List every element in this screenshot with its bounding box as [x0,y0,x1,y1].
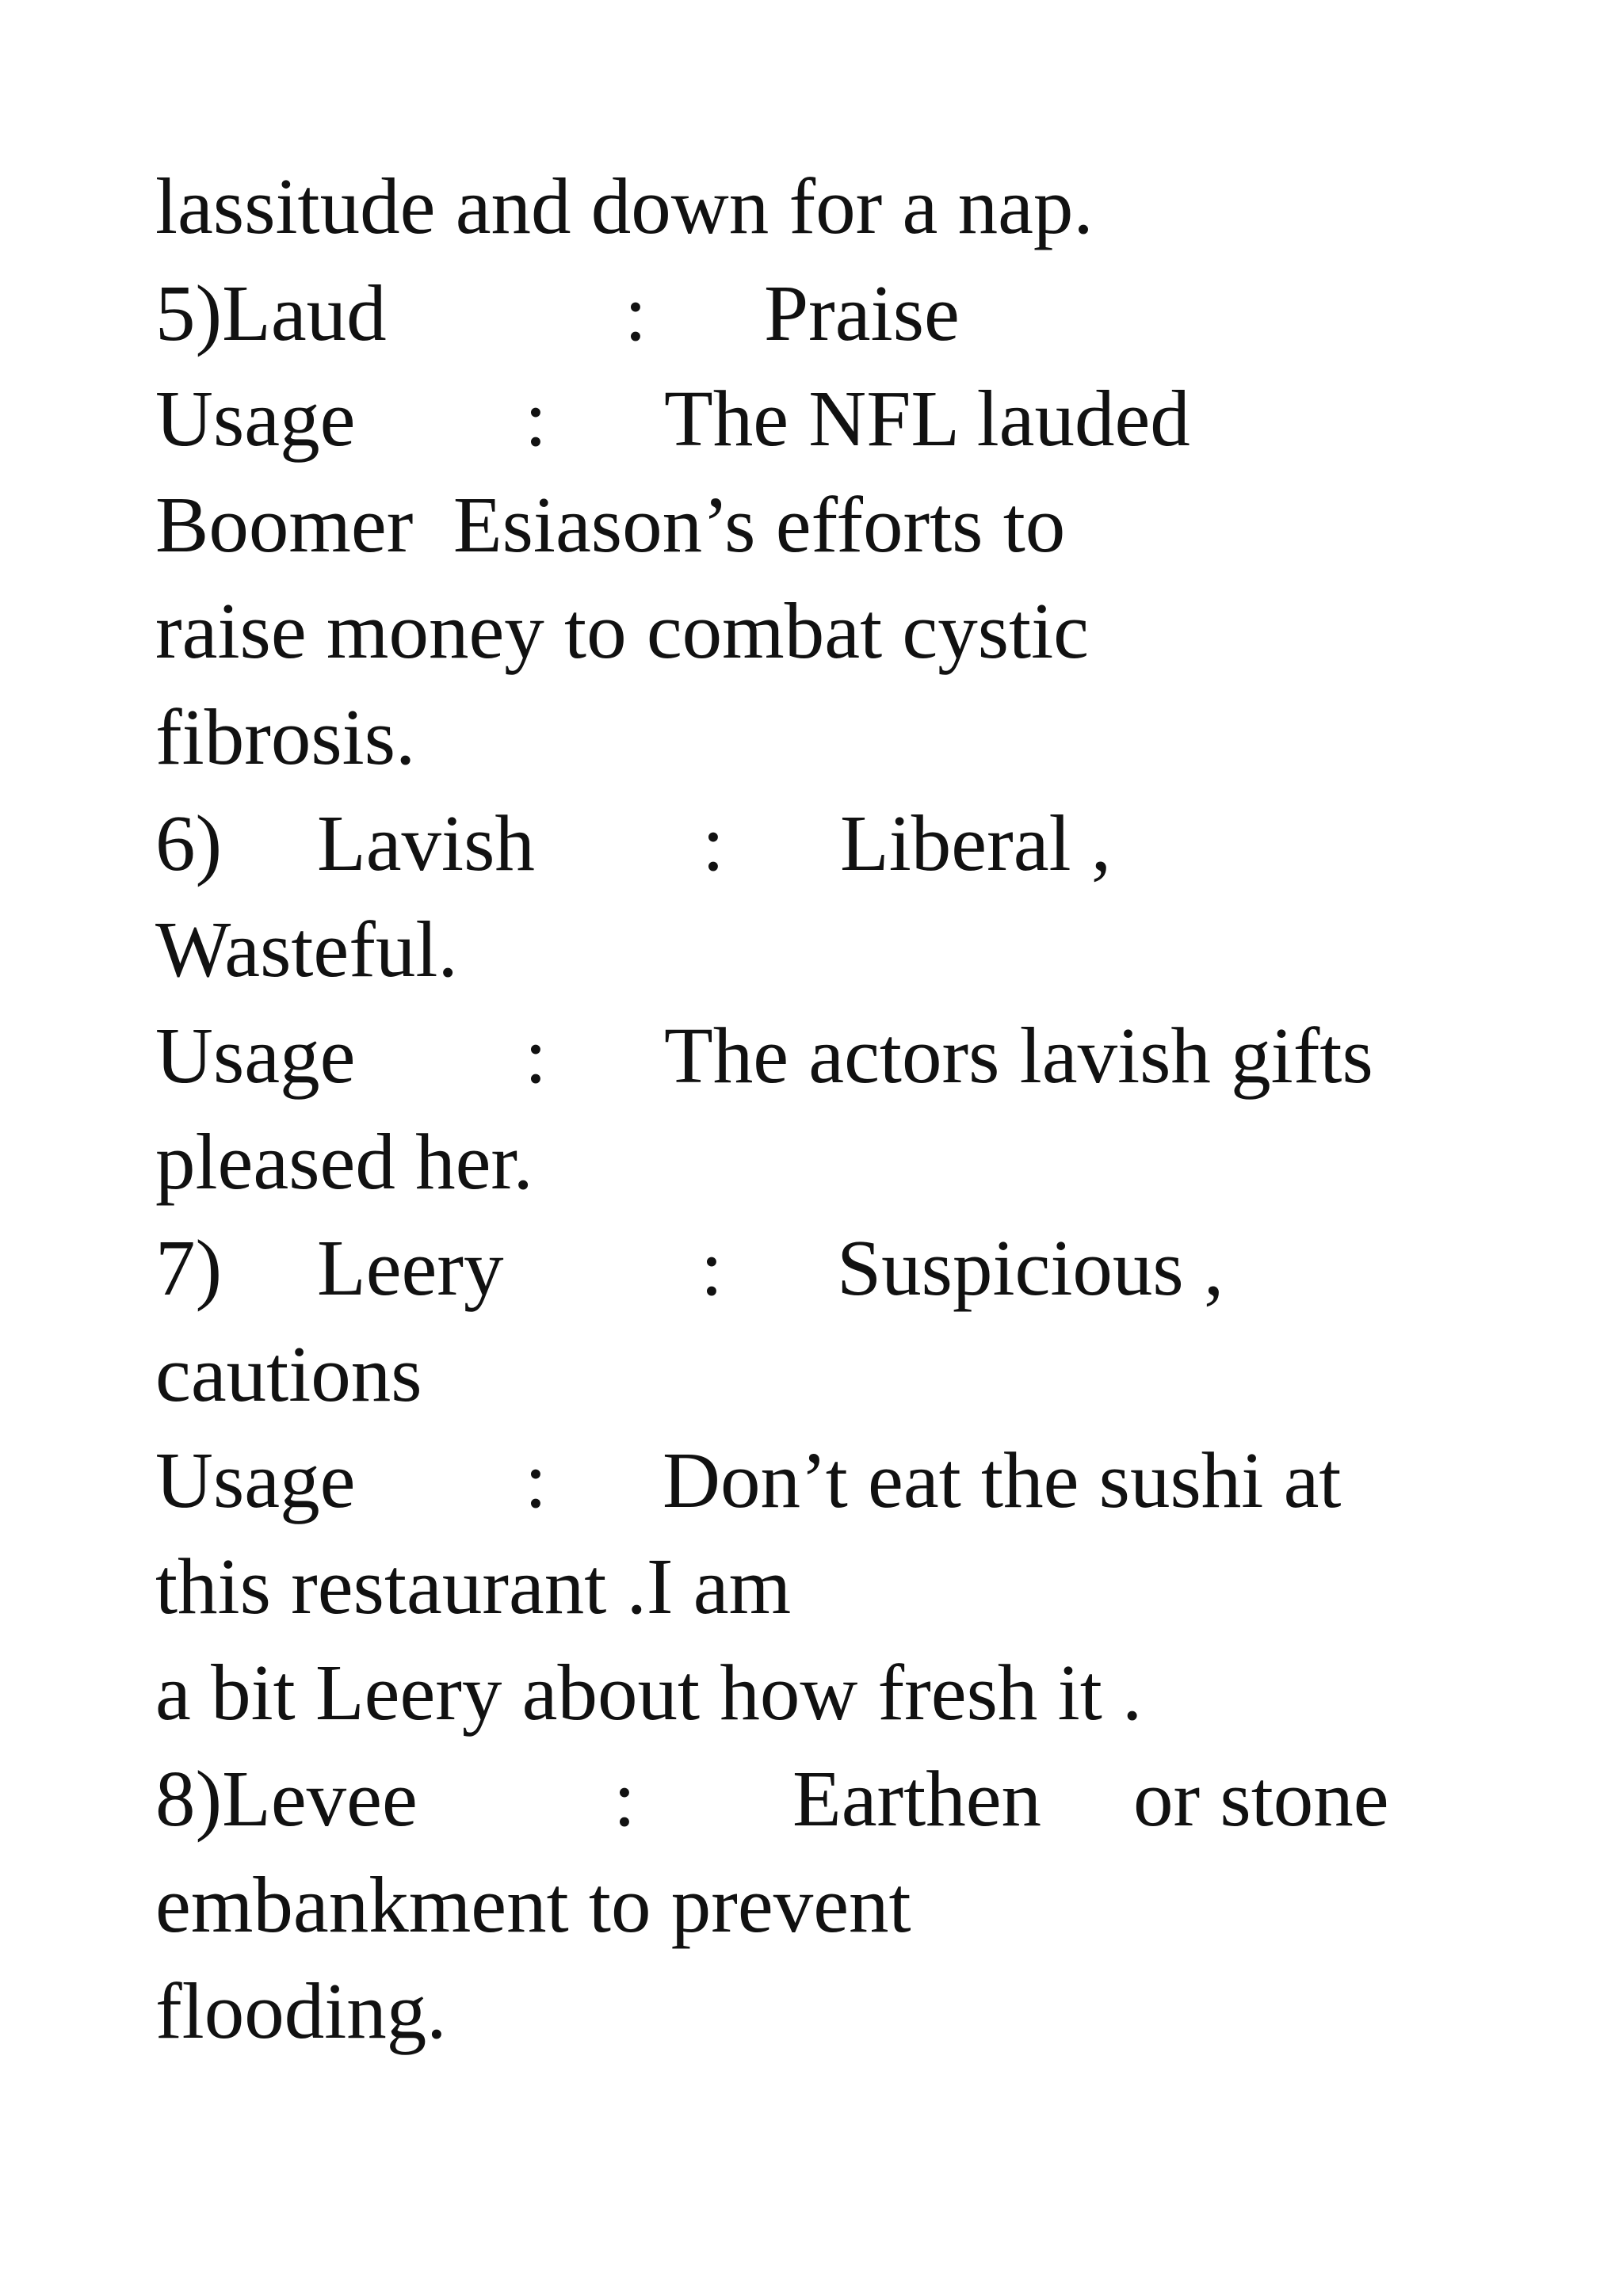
usage-text: Don’t eat the sushi at [663,1436,1342,1524]
usage-colon: : [525,1436,548,1524]
entry-7-meaning: Suspicious , [837,1223,1224,1312]
text-line-a-bit-leery: a bit Leery about how fresh it . [155,1648,1143,1737]
usage-label: Usage [155,374,356,463]
entry-5-term: 5)Laud [155,269,387,357]
entry-7-number: 7) [155,1223,223,1312]
text-line-cautions: cautions [155,1329,422,1418]
usage-text: The actors lavish gifts [664,1011,1373,1100]
entry-6-colon: : [702,799,725,887]
entry-7-term: Leery [317,1223,504,1312]
text-line-lassitude: lassitude and down for a nap. [155,162,1094,250]
text-line-flooding: flooding. [155,1966,447,2055]
entry-7-colon: : [701,1223,724,1312]
entry-8-term: 8)Levee [155,1754,418,1843]
entry-6-term: Lavish [317,799,535,887]
usage-colon: : [525,1011,548,1100]
text-line-pleased-her: pleased her. [155,1117,533,1206]
text-line-fibrosis: fibrosis. [155,692,416,781]
entry-8-meaning-a: Earthen [792,1754,1042,1843]
text-line-wasteful: Wasteful. [155,905,458,994]
usage-label: Usage [155,1011,356,1100]
entry-6-meaning: Liberal , [840,799,1112,887]
usage-text: The NFL lauded [664,374,1190,463]
usage-colon: : [525,374,548,463]
text-line-this-restaurant: this restaurant .I am [155,1542,792,1630]
text-line-embankment: embankment to prevent [155,1860,911,1949]
entry-5-meaning: Praise [764,269,960,357]
entry-5-colon: : [624,269,647,357]
entry-8-meaning-b: or stone [1133,1754,1389,1843]
entry-8-colon: : [613,1754,636,1843]
usage-label: Usage [155,1436,356,1524]
text-line-raise-money: raise money to combat cystic [155,586,1089,675]
text-line-boomer: Boomer Esiason’s efforts to [155,480,1066,569]
entry-6-number: 6) [155,799,223,887]
